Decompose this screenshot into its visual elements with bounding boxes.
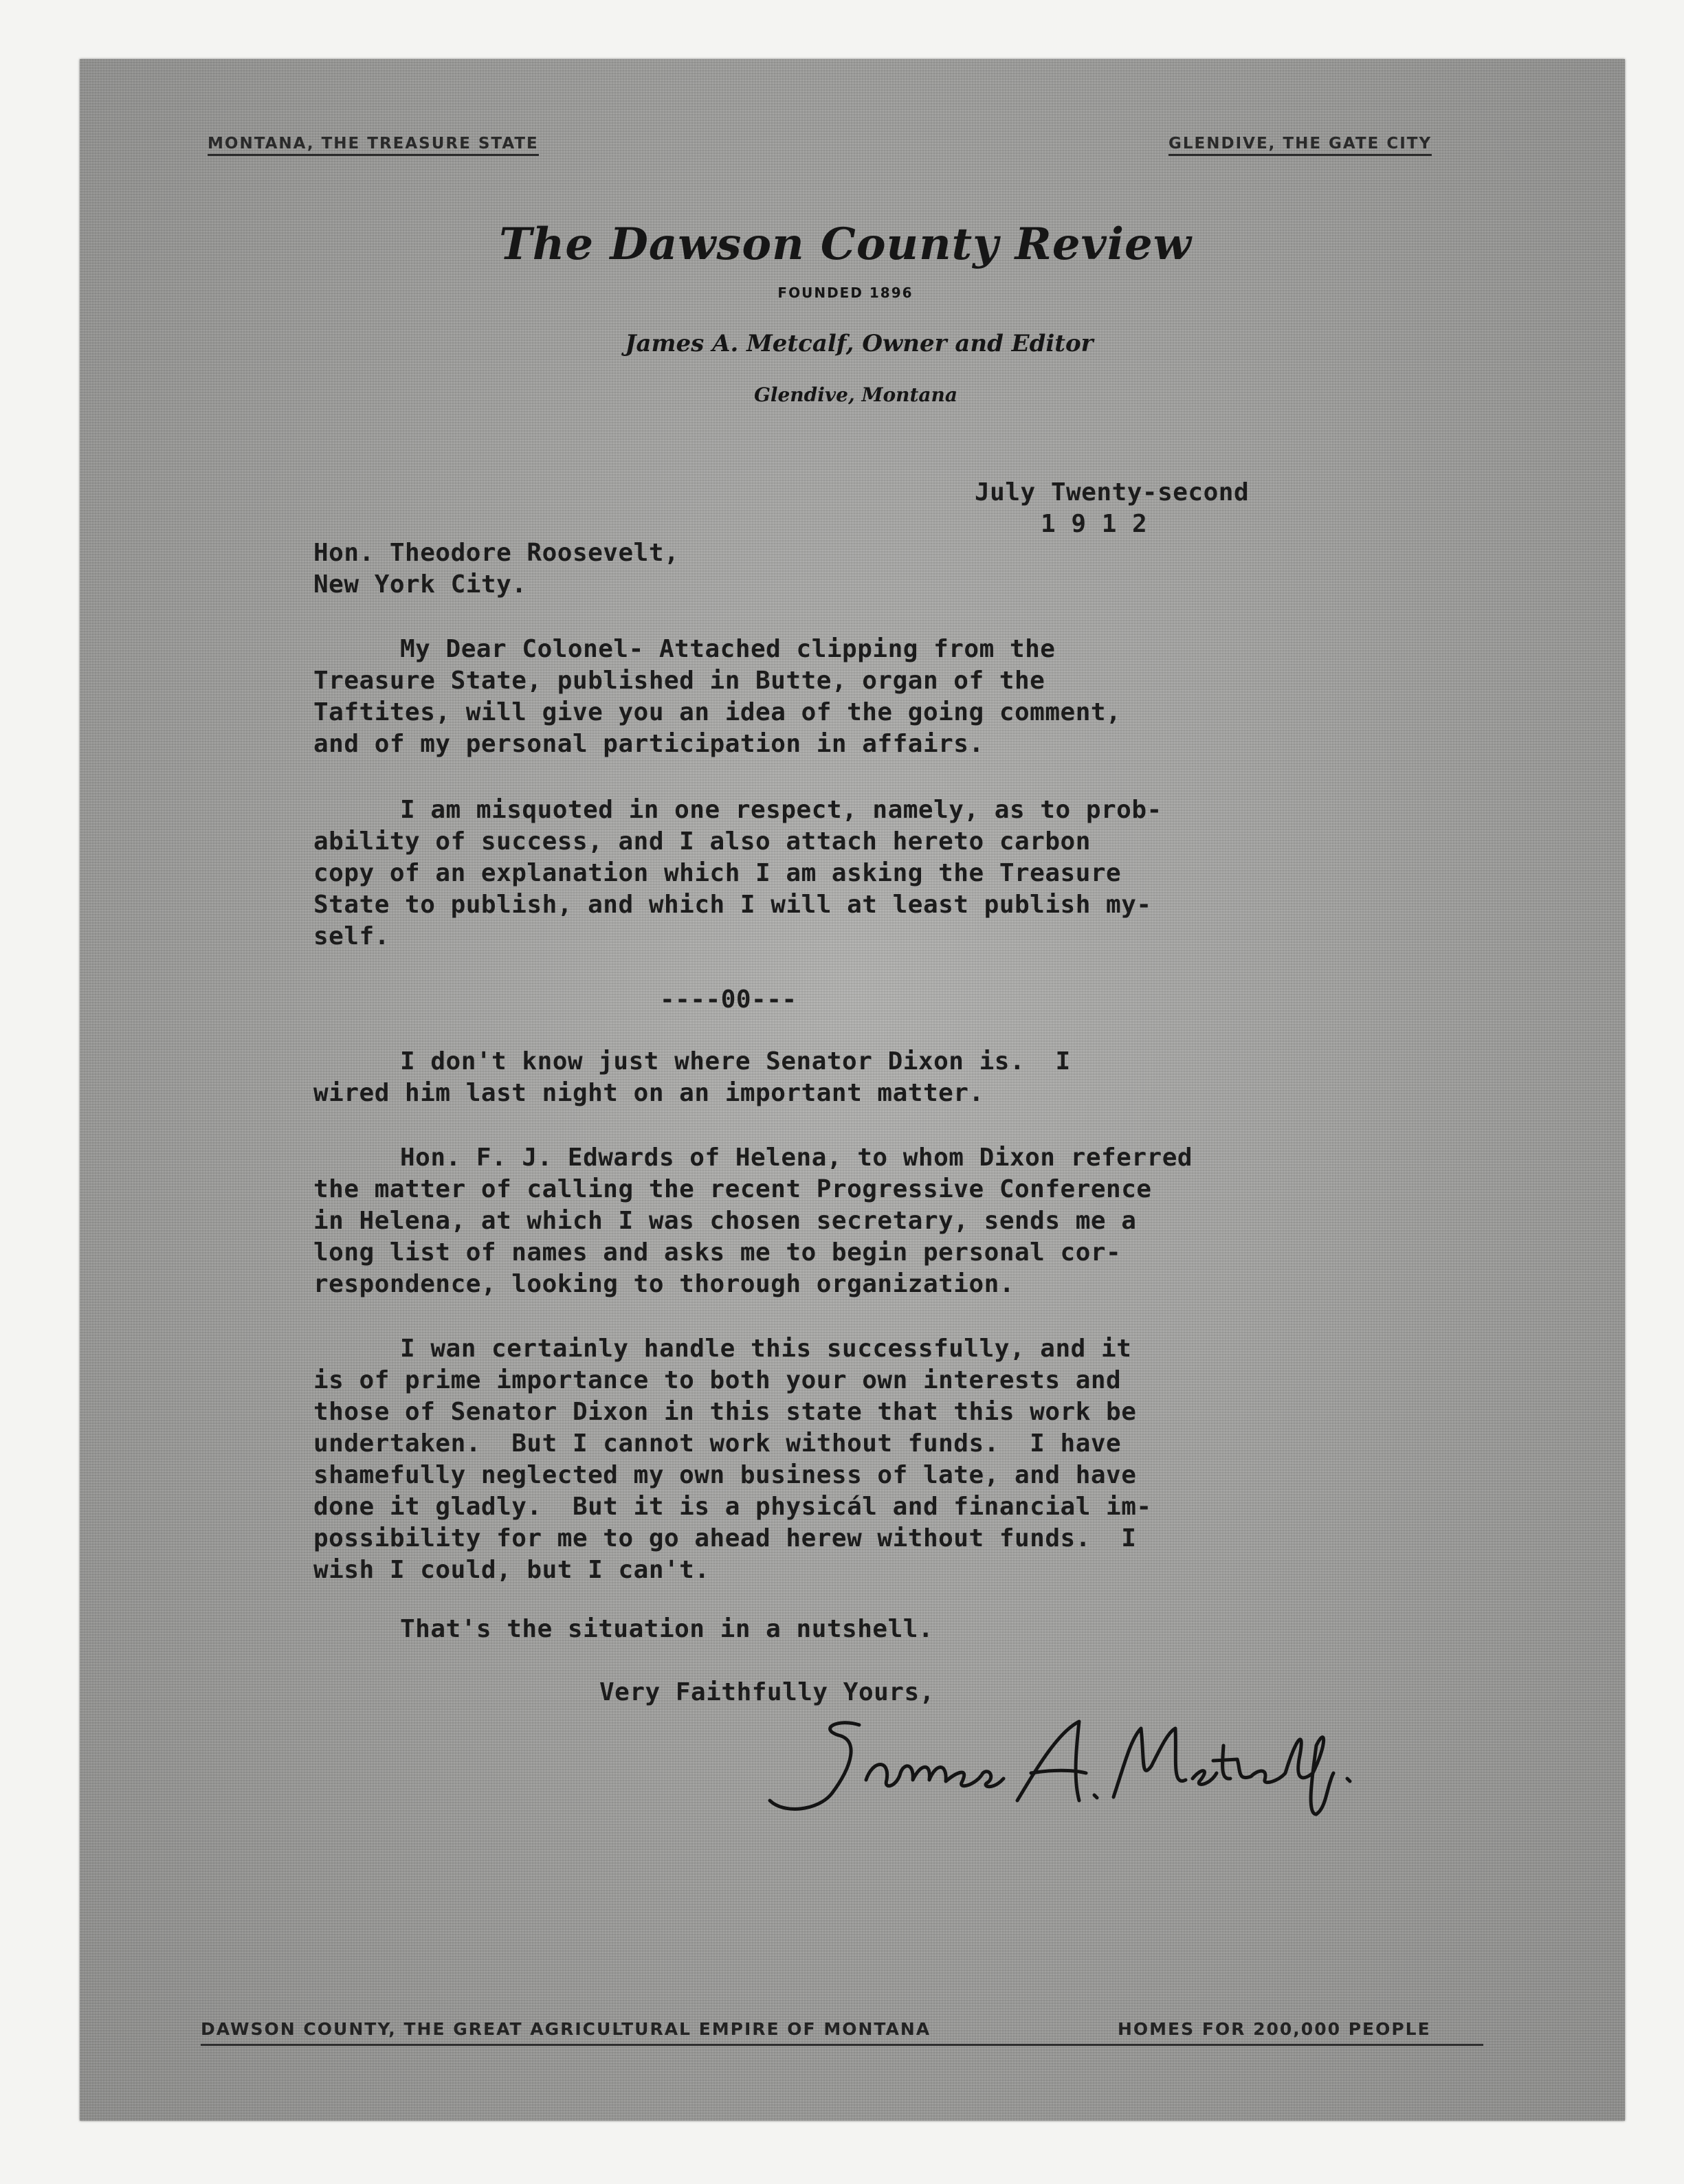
body-line: those of Senator Dixon in this state that this work be bbox=[313, 1398, 1137, 1426]
date-year: 1 9 1 2 bbox=[1041, 510, 1148, 538]
body-line: in Helena, at which I was chosen secretary, sends me a bbox=[313, 1207, 1137, 1235]
body-line: copy of an explanation which I am asking the Treasure bbox=[313, 859, 1122, 887]
body-line: respondence, looking to thorough organization. bbox=[313, 1270, 1015, 1298]
body-line: Treasure State, published in Butte, organ of the bbox=[313, 667, 1045, 695]
body-line: I wan certainly handle this successfully, and it bbox=[400, 1335, 1132, 1363]
body-line: done it gladly. But it is a physicál and financial im- bbox=[313, 1493, 1152, 1521]
body-line: That's the situation in a nutshell. bbox=[400, 1615, 934, 1643]
body-line: ability of success, and I also attach hereto carbon bbox=[313, 827, 1091, 856]
body-line: Hon. F. J. Edwards of Helena, to whom Dixon referred bbox=[400, 1144, 1193, 1172]
body-line: State to publish, and which I will at least publish my- bbox=[313, 891, 1152, 919]
body-line: My Dear Colonel- Attached clipping from the bbox=[400, 635, 1056, 663]
body-line: I don't know just where Senator Dixon is. I bbox=[400, 1047, 1071, 1076]
letterhead-left-tag: MONTANA, THE TREASURE STATE bbox=[208, 135, 539, 156]
body-line: wish I could, but I can't. bbox=[313, 1556, 710, 1584]
date-line: July Twenty-second bbox=[975, 478, 1250, 506]
closing-line: Very Faithfully Yours, bbox=[599, 1678, 935, 1706]
body-line: Taftites, will give you an idea of the going comment, bbox=[313, 698, 1122, 726]
body-line: undertaken. But I cannot work without funds. I have bbox=[313, 1429, 1122, 1458]
recipient-city: New York City. bbox=[313, 570, 527, 599]
section-separator: ----00--- bbox=[660, 985, 797, 1014]
body-line: and of my personal participation in affairs. bbox=[313, 730, 984, 758]
place-line: Glendive, Montana bbox=[753, 383, 958, 406]
footer-right: HOMES FOR 200,000 PEOPLE bbox=[1118, 2019, 1431, 2039]
body-line: shamefully neglected my own business of late, and have bbox=[313, 1461, 1137, 1489]
body-line: possibility for me to go ahead herew without funds. I bbox=[313, 1524, 1137, 1552]
footer-left: DAWSON COUNTY, THE GREAT AGRICULTURAL EMPIRE OF MONTANA bbox=[201, 2019, 931, 2039]
newspaper-masthead: The Dawson County Review bbox=[499, 219, 1192, 270]
body-line: wired him last night on an important matter. bbox=[313, 1079, 984, 1107]
founded-line: FOUNDED 1896 bbox=[777, 285, 913, 301]
footer-rule bbox=[201, 2044, 1483, 2046]
body-line: the matter of calling the recent Progressive Conference bbox=[313, 1175, 1152, 1203]
body-line: long list of names and asks me to begin personal cor- bbox=[313, 1238, 1122, 1267]
body-line: self. bbox=[313, 922, 390, 950]
letterhead-right-tag: GLENDIVE, THE GATE CITY bbox=[1168, 135, 1432, 156]
body-line: I am misquoted in one respect, namely, as to prob- bbox=[400, 796, 1162, 824]
signature bbox=[756, 1704, 1375, 1828]
recipient-name: Hon. Theodore Roosevelt, bbox=[313, 539, 680, 567]
body-line: is of prime importance to both your own interests and bbox=[313, 1366, 1122, 1394]
owner-line: James A. Metcalf, Owner and Editor bbox=[625, 330, 1094, 357]
